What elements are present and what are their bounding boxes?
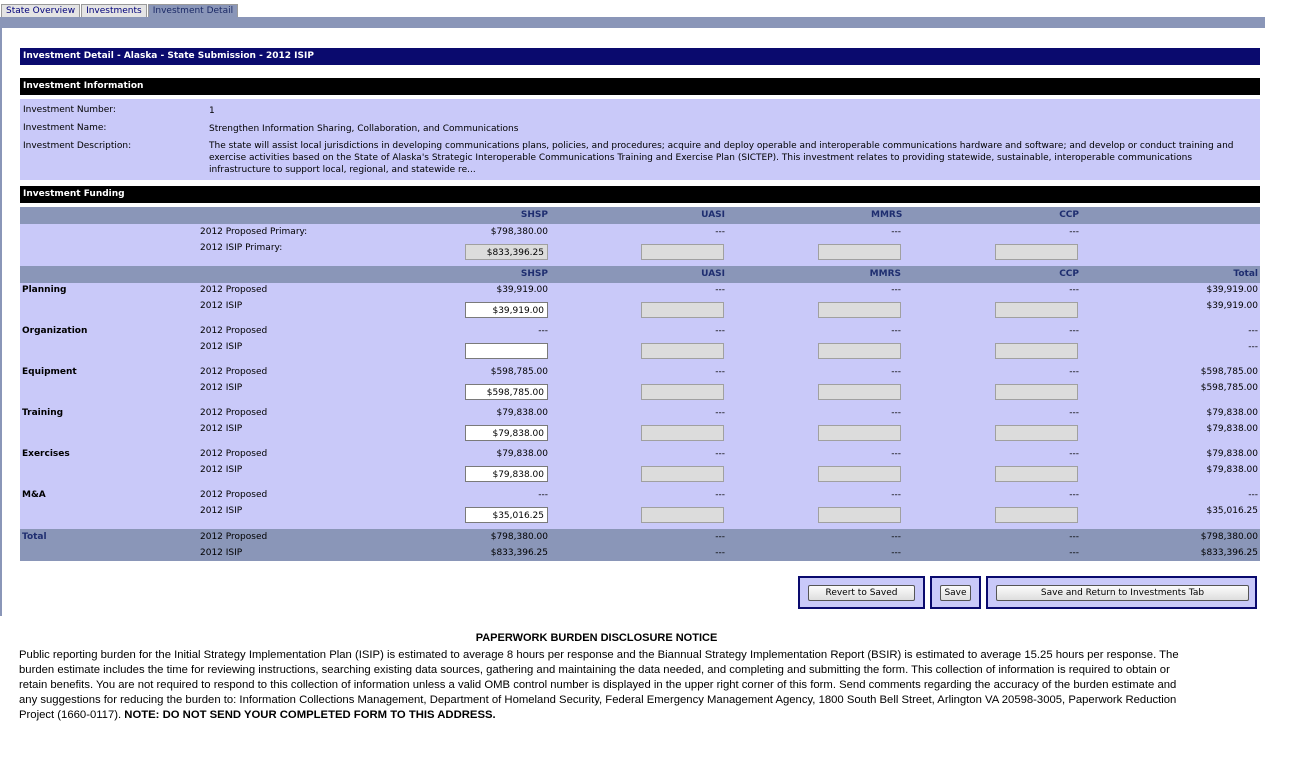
training-isip-mmrs-input[interactable] <box>818 425 901 441</box>
organization-isip-mmrs-input[interactable] <box>818 343 901 359</box>
total-proposed-total: $798,380.00 <box>1200 532 1258 542</box>
exercises-isip-mmrs-input[interactable] <box>818 466 901 482</box>
organization-isip-ccp-input[interactable] <box>995 343 1078 359</box>
ma-proposed-total: --- <box>1248 490 1258 500</box>
primary-proposed-mmrs: --- <box>891 227 901 237</box>
proposed-label: 2012 Proposed <box>200 408 268 418</box>
column-header-ccp: CCP <box>1059 269 1079 279</box>
isip-label: 2012 ISIP <box>200 301 243 311</box>
proposed-label: 2012 Proposed <box>200 490 268 500</box>
revert-to-saved-button[interactable]: Revert to Saved <box>808 585 915 601</box>
training-isip-shsp-input[interactable] <box>465 425 548 441</box>
planning-isip-uasi-input[interactable] <box>641 302 724 318</box>
investment-information <box>20 99 1260 180</box>
isip-label: 2012 ISIP <box>200 424 243 434</box>
planning-proposed-total: $39,919.00 <box>1206 285 1258 295</box>
organization-proposed-total: --- <box>1248 326 1258 336</box>
planning-proposed-mmrs: --- <box>891 285 901 295</box>
exercises-isip-shsp-input[interactable] <box>465 466 548 482</box>
primary-isip-uasi-input[interactable] <box>641 244 724 260</box>
primary-proposed-label: 2012 Proposed Primary: <box>200 227 308 237</box>
planning-isip-shsp-input[interactable] <box>465 302 548 318</box>
column-header-mmrs: MMRS <box>869 269 901 279</box>
ma-isip-mmrs-input[interactable] <box>818 507 901 523</box>
notice-note: NOTE: DO NOT SEND YOUR COMPLETED FORM TO THIS ADDRESS. <box>124 709 496 721</box>
planning-isip-mmrs-input[interactable] <box>818 302 901 318</box>
ma-proposed-mmrs: --- <box>891 490 901 500</box>
tab-bar <box>1 4 239 17</box>
equipment-proposed-total: $598,785.00 <box>1200 367 1258 377</box>
save-return-button-frame <box>986 576 1257 609</box>
revert-button-frame <box>798 576 925 609</box>
organization-proposed-shsp: --- <box>538 326 548 336</box>
organization-proposed-ccp: --- <box>1069 326 1079 336</box>
total-isip-label: 2012 ISIP <box>200 548 243 558</box>
isip-label: 2012 ISIP <box>200 383 243 393</box>
ma-proposed-uasi: --- <box>715 490 725 500</box>
organization-proposed-mmrs: --- <box>891 326 901 336</box>
tab-investments[interactable]: Investments <box>81 4 147 17</box>
exercises-proposed-shsp: $79,838.00 <box>496 449 548 459</box>
planning-proposed-uasi: --- <box>715 285 725 295</box>
equipment-proposed-mmrs: --- <box>891 367 901 377</box>
category-exercises: Exercises <box>22 449 70 459</box>
isip-label: 2012 ISIP <box>200 342 243 352</box>
training-proposed-total: $79,838.00 <box>1206 408 1258 418</box>
category-planning: Planning <box>22 285 67 295</box>
proposed-label: 2012 Proposed <box>200 326 268 336</box>
exercises-proposed-total: $79,838.00 <box>1206 449 1258 459</box>
training-isip-ccp-input[interactable] <box>995 425 1078 441</box>
column-header-total: Total <box>1233 269 1258 279</box>
primary-header-shsp: SHSP <box>520 210 548 220</box>
column-header-uasi: UASI <box>701 269 725 279</box>
organization-proposed-uasi: --- <box>715 326 725 336</box>
exercises-isip-total: $79,838.00 <box>1206 465 1258 475</box>
page-title: Investment Detail - Alaska - State Submission - 2012 ISIP <box>20 48 1260 65</box>
equipment-proposed-shsp: $598,785.00 <box>490 367 548 377</box>
investment-number: 1 <box>209 106 215 116</box>
primary-header-ccp: CCP <box>1059 210 1079 220</box>
total-isip-total: $833,396.25 <box>1200 548 1258 558</box>
equipment-isip-ccp-input[interactable] <box>995 384 1078 400</box>
exercises-proposed-mmrs: --- <box>891 449 901 459</box>
isip-label: 2012 ISIP <box>200 506 243 516</box>
primary-proposed-uasi: --- <box>715 227 725 237</box>
save-button[interactable]: Save <box>940 585 971 601</box>
proposed-label: 2012 Proposed <box>200 367 268 377</box>
primary-isip-shsp-input[interactable] <box>465 244 548 260</box>
isip-label: 2012 ISIP <box>200 465 243 475</box>
equipment-isip-shsp-input[interactable] <box>465 384 548 400</box>
investment-funding-heading: Investment Funding <box>20 186 1260 203</box>
total-proposed-mmrs: --- <box>891 532 901 542</box>
training-isip-total: $79,838.00 <box>1206 424 1258 434</box>
total-isip-uasi: --- <box>715 548 725 558</box>
ma-proposed-ccp: --- <box>1069 490 1079 500</box>
exercises-proposed-uasi: --- <box>715 449 725 459</box>
training-proposed-uasi: --- <box>715 408 725 418</box>
total-proposed-uasi: --- <box>715 532 725 542</box>
column-header-shsp: SHSP <box>520 269 548 279</box>
category-ma: M&A <box>22 490 46 500</box>
ma-isip-ccp-input[interactable] <box>995 507 1078 523</box>
training-proposed-mmrs: --- <box>891 408 901 418</box>
exercises-isip-uasi-input[interactable] <box>641 466 724 482</box>
category-organization: Organization <box>22 326 88 336</box>
primary-isip-ccp-input[interactable] <box>995 244 1078 260</box>
investment-name-label: Investment Name: <box>23 123 107 133</box>
funding-table <box>20 207 1260 561</box>
exercises-proposed-ccp: --- <box>1069 449 1079 459</box>
primary-proposed-ccp: --- <box>1069 227 1079 237</box>
save-and-return-button[interactable]: Save and Return to Investments Tab <box>996 585 1249 601</box>
ma-isip-shsp-input[interactable] <box>465 507 548 523</box>
notice-text: Public reporting burden for the Initial Strategy Implementation Plan (ISIP) is estimated to average 8 hours per response and the Biannual Strategy Implementation Report (BSIR) is estimated to average 15.25 hours per response. The burden estimate includes the time for reviewing instructions, searching existing data sources, gathering and maintaining the data needed, and completing and submitting the form. This collection of information is required to obtain or retain benefits. You are not required to respond to this collection of information unless a valid OMB control number is displayed in the upper right corner of this form. Send comments regarding the accuracy of the burden estimate and any suggestions for reducing the burden to: Information Collections Management, Department of Homeland Security, Federal Emergency Management Agency, 1800 South Bell Street, Arlington VA 20598-3005, Paperwork Reduction Project (1660-0117). <box>19 649 1179 721</box>
planning-isip-ccp-input[interactable] <box>995 302 1078 318</box>
investment-number-label: Investment Number: <box>23 105 116 115</box>
ma-proposed-shsp: --- <box>538 490 548 500</box>
planning-proposed-ccp: --- <box>1069 285 1079 295</box>
notice-title: PAPERWORK BURDEN DISCLOSURE NOTICE <box>475 632 718 644</box>
organization-isip-total: --- <box>1248 342 1258 352</box>
primary-isip-label: 2012 ISIP Primary: <box>200 243 283 253</box>
total-isip-shsp: $833,396.25 <box>490 548 548 558</box>
category-training: Training <box>22 408 64 418</box>
planning-isip-total: $39,919.00 <box>1206 301 1258 311</box>
tab-investment-detail[interactable]: Investment Detail <box>148 4 238 17</box>
tab-state-overview[interactable]: State Overview <box>1 4 80 17</box>
total-label: Total <box>22 532 47 542</box>
planning-proposed-shsp: $39,919.00 <box>496 285 548 295</box>
category-column-header <box>20 266 1260 283</box>
total-proposed-ccp: --- <box>1069 532 1079 542</box>
primary-proposed-shsp: $798,380.00 <box>490 227 548 237</box>
ma-isip-uasi-input[interactable] <box>641 507 724 523</box>
category-equipment: Equipment <box>22 367 77 377</box>
equipment-isip-uasi-input[interactable] <box>641 384 724 400</box>
organization-isip-uasi-input[interactable] <box>641 343 724 359</box>
organization-isip-shsp-input[interactable] <box>465 343 548 359</box>
equipment-isip-mmrs-input[interactable] <box>818 384 901 400</box>
notice-body <box>19 648 1194 723</box>
proposed-label: 2012 Proposed <box>200 285 268 295</box>
training-proposed-shsp: $79,838.00 <box>496 408 548 418</box>
primary-column-header <box>20 207 1260 224</box>
total-proposed-shsp: $798,380.00 <box>490 532 548 542</box>
equipment-proposed-uasi: --- <box>715 367 725 377</box>
training-isip-uasi-input[interactable] <box>641 425 724 441</box>
save-button-frame <box>930 576 981 609</box>
total-proposed-label: 2012 Proposed <box>200 532 268 542</box>
investment-information-heading: Investment Information <box>20 78 1260 95</box>
primary-header-uasi: UASI <box>701 210 725 220</box>
total-isip-ccp: --- <box>1069 548 1079 558</box>
equipment-isip-total: $598,785.00 <box>1200 383 1258 393</box>
total-isip-mmrs: --- <box>891 548 901 558</box>
ma-isip-total: $35,016.25 <box>1206 506 1258 516</box>
equipment-proposed-ccp: --- <box>1069 367 1079 377</box>
training-proposed-ccp: --- <box>1069 408 1079 418</box>
investment-description: The state will assist local jurisdictions in developing communications plans, policies, and procedures; acquire and deploy operable and interoperable communications hardware and software; and develop or conduct training and exercise activities based on the State of Alaska's Strategic Interoperable Communications Training and Exercise Plan (SICTEP). This investment relates to providing statewide, sustainable, interoperable communications infrastructure to support local, regional, and statewide re... <box>209 141 1234 175</box>
proposed-label: 2012 Proposed <box>200 449 268 459</box>
primary-header-mmrs: MMRS <box>871 210 903 220</box>
tab-strip <box>0 17 1265 28</box>
investment-name: Strengthen Information Sharing, Collaboration, and Communications <box>209 124 519 134</box>
primary-isip-mmrs-input[interactable] <box>818 244 901 260</box>
exercises-isip-ccp-input[interactable] <box>995 466 1078 482</box>
investment-description-label: Investment Description: <box>23 141 132 151</box>
